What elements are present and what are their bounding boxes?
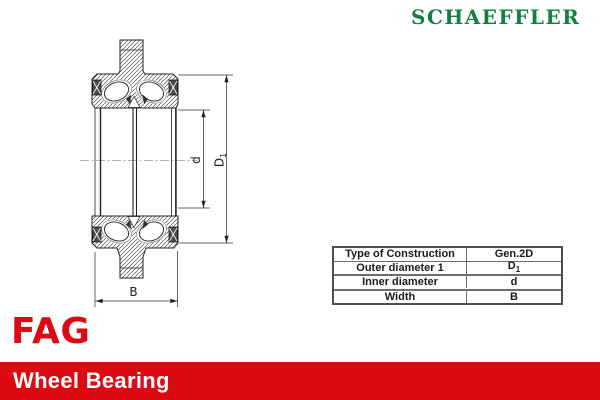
row-label: Outer diameter 1 xyxy=(356,261,444,274)
dimension-label-d: d xyxy=(189,156,203,164)
row-value: $D_1$ xyxy=(466,260,561,276)
row-value: Gen.2D xyxy=(466,248,561,260)
table-row xyxy=(334,259,561,277)
table-row xyxy=(334,291,561,304)
seal-lower-left xyxy=(93,227,102,242)
dimension-label-d1: $D_1$ xyxy=(212,152,228,168)
seal-lower-right xyxy=(169,227,178,242)
row-value: B xyxy=(466,291,561,303)
row-label: Inner diameter xyxy=(362,276,438,289)
schaeffler-logo: SCHAEFFLER xyxy=(411,5,581,29)
seal-upper-right xyxy=(169,80,178,95)
upper-bearing-section xyxy=(92,40,178,108)
page-title: Wheel Bearing xyxy=(13,368,170,393)
seal-upper-left xyxy=(93,80,102,95)
bearing-drawing xyxy=(60,30,250,315)
row-label: Width xyxy=(384,290,416,303)
fag-logo: FAG xyxy=(11,311,91,352)
table-row xyxy=(334,276,561,291)
row-label: Type of Construction xyxy=(345,248,455,261)
lower-bearing-section xyxy=(92,215,178,278)
spec-table xyxy=(332,246,563,305)
footer-bar xyxy=(0,362,600,400)
row-value: d xyxy=(466,276,561,288)
dimension-label-b: B xyxy=(129,285,138,299)
bore-walls xyxy=(95,108,176,216)
